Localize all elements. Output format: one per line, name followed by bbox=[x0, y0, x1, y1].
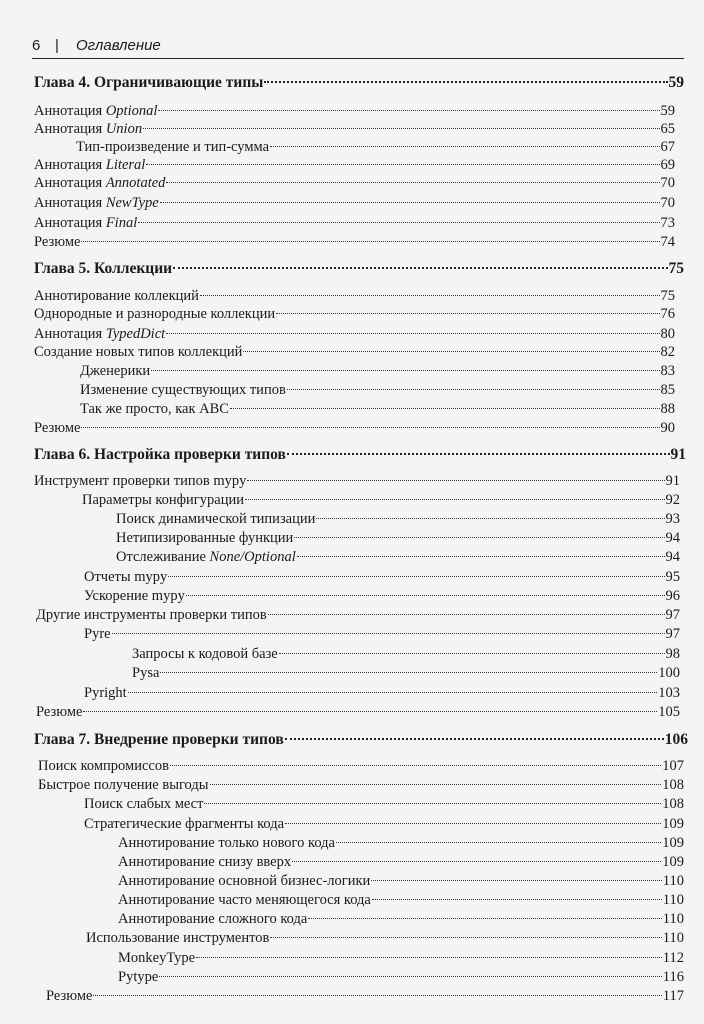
dot-leader bbox=[210, 784, 662, 785]
entry-title bbox=[34, 174, 165, 192]
page-ref: 110 bbox=[662, 930, 684, 946]
dot-leader bbox=[146, 164, 659, 165]
toc-entry bbox=[36, 606, 680, 624]
entry-title-text: Параметры конфигурации bbox=[82, 492, 244, 508]
entry-title-text: Pyright bbox=[84, 685, 127, 701]
dot-leader bbox=[83, 711, 657, 712]
running-title: Оглавление bbox=[76, 37, 161, 54]
entry-title bbox=[116, 548, 296, 566]
toc-entry bbox=[34, 419, 675, 437]
toc-entry bbox=[118, 891, 684, 909]
dot-leader bbox=[279, 653, 665, 654]
dot-leader bbox=[166, 182, 659, 183]
entry-title-text: Отчеты mypy bbox=[84, 569, 168, 585]
page-ref: 70 bbox=[660, 175, 675, 191]
page-ref: 109 bbox=[662, 816, 684, 832]
entry-title bbox=[34, 102, 157, 120]
chapter-title bbox=[34, 446, 286, 464]
entry-title bbox=[80, 381, 286, 399]
entry-title bbox=[118, 949, 195, 967]
entry-title bbox=[34, 419, 80, 437]
entry-title-text: Аннотация bbox=[34, 215, 106, 231]
entry-title-text: Запросы к кодовой базе bbox=[132, 646, 278, 662]
entry-title-italic: NewType bbox=[105, 195, 159, 211]
page-ref: 82 bbox=[660, 344, 675, 360]
toc-entry bbox=[80, 381, 675, 399]
dot-leader bbox=[247, 480, 664, 481]
page-ref: 59 bbox=[668, 74, 684, 91]
page-ref: 83 bbox=[660, 363, 675, 379]
entry-title bbox=[82, 491, 244, 509]
toc-entry bbox=[84, 568, 680, 586]
entry-title-text: Pytype bbox=[118, 969, 159, 985]
toc-entry bbox=[80, 400, 675, 418]
toc-entry bbox=[38, 757, 684, 775]
toc-entry bbox=[118, 834, 684, 852]
entry-title-text: Тип-произведение и тип-сумма bbox=[76, 139, 270, 155]
page-ref: 73 bbox=[660, 215, 675, 231]
dot-leader bbox=[297, 556, 665, 557]
dot-leader bbox=[268, 614, 665, 615]
entry-title-text: Резюме bbox=[36, 704, 83, 720]
page-ref: 85 bbox=[660, 382, 675, 398]
entry-title-italic: Union bbox=[105, 121, 143, 137]
dot-leader bbox=[230, 408, 660, 409]
dot-leader bbox=[287, 389, 660, 390]
chapter-title bbox=[34, 260, 172, 278]
entry-title bbox=[84, 568, 167, 586]
toc-entry bbox=[38, 776, 684, 794]
entry-title-text: MonkeyType bbox=[118, 950, 196, 966]
entry-title bbox=[36, 703, 82, 721]
entry-title-text: Глава 7. Внедрение проверки типов bbox=[34, 731, 284, 748]
entry-title-text: Ускорение mypy bbox=[84, 588, 185, 604]
entry-title-text: Аннотация bbox=[34, 175, 106, 191]
entry-title bbox=[118, 968, 158, 986]
chapter-heading bbox=[34, 74, 684, 92]
toc-entry bbox=[118, 949, 684, 967]
toc-entry bbox=[34, 233, 675, 251]
entry-title bbox=[34, 233, 80, 251]
toc-entry bbox=[34, 174, 675, 192]
dot-leader bbox=[186, 595, 665, 596]
dot-leader bbox=[93, 995, 661, 996]
dot-leader bbox=[81, 427, 659, 428]
entry-title-text: Дженерики bbox=[80, 363, 151, 379]
page-ref: 108 bbox=[662, 796, 684, 812]
toc-entry bbox=[34, 120, 675, 138]
dot-leader bbox=[243, 351, 659, 352]
page-ref: 116 bbox=[662, 969, 684, 985]
header-rule bbox=[32, 58, 684, 59]
page-ref: 59 bbox=[660, 103, 675, 119]
dot-leader bbox=[196, 957, 662, 958]
dot-leader bbox=[128, 692, 658, 693]
entry-title bbox=[80, 400, 229, 418]
page-ref: 97 bbox=[665, 626, 680, 642]
dot-leader bbox=[245, 499, 665, 500]
dot-leader bbox=[151, 370, 659, 371]
entry-title bbox=[36, 606, 267, 624]
entry-title-text: Резюме bbox=[34, 234, 81, 250]
dot-leader bbox=[143, 128, 659, 129]
entry-title-italic: None/Optional bbox=[209, 549, 296, 565]
toc-entry bbox=[118, 853, 684, 871]
dot-leader bbox=[204, 803, 661, 804]
page-number: 6 bbox=[32, 37, 41, 54]
toc-entry bbox=[118, 968, 684, 986]
dot-leader bbox=[170, 765, 661, 766]
page-ref: 67 bbox=[660, 139, 675, 155]
page-ref: 88 bbox=[660, 401, 675, 417]
entry-title-text: Аннотирование коллекций bbox=[34, 288, 199, 304]
entry-title bbox=[34, 472, 246, 490]
entry-title-text: Аннотирование сложного кода bbox=[118, 911, 308, 927]
page-ref: 98 bbox=[665, 646, 680, 662]
page-ref: 107 bbox=[662, 758, 684, 774]
page-ref: 94 bbox=[665, 530, 680, 546]
toc-entry bbox=[34, 156, 675, 174]
entry-title-text: Другие инструменты проверки типов bbox=[36, 607, 267, 623]
page-ref: 109 bbox=[662, 854, 684, 870]
entry-title bbox=[118, 853, 291, 871]
dot-leader bbox=[168, 576, 664, 577]
toc-entry bbox=[34, 194, 675, 212]
entry-title bbox=[84, 625, 111, 643]
page-ref: 93 bbox=[665, 511, 680, 527]
page-ref: 94 bbox=[665, 549, 680, 565]
toc-entry bbox=[46, 987, 684, 1005]
toc-entry bbox=[118, 910, 684, 928]
entry-title bbox=[34, 325, 165, 343]
entry-title-italic: Final bbox=[105, 215, 138, 231]
toc-entry bbox=[84, 625, 680, 643]
page-ref: 92 bbox=[665, 492, 680, 508]
entry-title-italic: Literal bbox=[105, 157, 146, 173]
entry-title bbox=[34, 305, 275, 323]
toc-entry bbox=[132, 645, 680, 663]
entry-title-text: Однородные и разнородные коллекции bbox=[34, 306, 276, 322]
entry-title-text: Так же просто, как ABC bbox=[80, 401, 229, 417]
entry-title-text: Глава 4. Ограничивающие типы bbox=[34, 74, 264, 91]
toc-entry bbox=[132, 664, 680, 682]
entry-title bbox=[84, 684, 127, 702]
page-ref: 103 bbox=[658, 685, 680, 701]
toc-entry bbox=[34, 214, 675, 232]
dot-leader bbox=[294, 537, 664, 538]
dot-leader bbox=[336, 842, 661, 843]
entry-title bbox=[34, 194, 159, 212]
entry-title-text: Аннотация bbox=[34, 326, 106, 342]
toc-entry bbox=[116, 510, 680, 528]
dot-leader bbox=[285, 823, 661, 824]
entry-title-text: Поиск слабых мест bbox=[84, 796, 204, 812]
dot-leader bbox=[371, 880, 661, 881]
entry-title-text: Поиск компромиссов bbox=[38, 758, 169, 774]
dot-leader bbox=[158, 110, 659, 111]
entry-title bbox=[34, 156, 145, 174]
chapter-heading bbox=[34, 446, 686, 464]
page-ref: 95 bbox=[665, 569, 680, 585]
entry-title-text: Резюме bbox=[46, 988, 93, 1004]
dot-leader bbox=[159, 976, 662, 977]
dot-leader bbox=[372, 899, 662, 900]
dot-leader bbox=[138, 222, 659, 223]
dot-leader bbox=[292, 861, 661, 862]
toc-entry bbox=[82, 491, 680, 509]
entry-title bbox=[84, 587, 185, 605]
entry-title bbox=[38, 776, 209, 794]
page-ref: 112 bbox=[662, 950, 684, 966]
entry-title bbox=[80, 362, 150, 380]
toc-entry bbox=[84, 795, 684, 813]
entry-title-text: Аннотирование основной бизнес-логики bbox=[118, 873, 371, 889]
page-ref: 80 bbox=[660, 326, 675, 342]
dot-leader bbox=[160, 672, 657, 673]
dot-leader bbox=[270, 937, 661, 938]
chapter-title bbox=[34, 731, 284, 749]
entry-title-text: Аннотация bbox=[34, 157, 106, 173]
entry-title-text: Использование инструментов bbox=[86, 930, 270, 946]
entry-title-text: Аннотация bbox=[34, 103, 106, 119]
page-ref: 76 bbox=[660, 306, 675, 322]
header-separator: | bbox=[55, 37, 59, 54]
toc-entry bbox=[34, 472, 680, 490]
entry-title bbox=[38, 757, 169, 775]
entry-title-italic: TypedDict bbox=[105, 326, 166, 342]
entry-title bbox=[116, 529, 293, 547]
page-ref: 106 bbox=[664, 731, 688, 748]
toc-entry bbox=[84, 684, 680, 702]
entry-title bbox=[76, 138, 269, 156]
toc-entry bbox=[116, 548, 680, 566]
entry-title-text: Отслеживание bbox=[116, 549, 210, 565]
entry-title bbox=[84, 815, 284, 833]
toc-entry bbox=[84, 587, 680, 605]
dot-leader bbox=[308, 918, 661, 919]
entry-title-text: Резюме bbox=[34, 420, 81, 436]
entry-title-text: Создание новых типов коллекций bbox=[34, 344, 243, 360]
dot-leader bbox=[276, 313, 659, 314]
entry-title bbox=[132, 664, 159, 682]
toc-entry bbox=[34, 287, 675, 305]
entry-title-text: Инструмент проверки типов mypy bbox=[34, 473, 247, 489]
entry-title-italic: Annotated bbox=[105, 175, 166, 191]
entry-title-text: Аннотирование только нового кода bbox=[118, 835, 335, 851]
dot-leader bbox=[200, 295, 660, 296]
page-ref: 97 bbox=[665, 607, 680, 623]
page-ref: 100 bbox=[658, 665, 680, 681]
entry-title bbox=[34, 343, 242, 361]
page-ref: 109 bbox=[662, 835, 684, 851]
toc-entry bbox=[34, 325, 675, 343]
page-ref: 65 bbox=[660, 121, 675, 137]
dot-leader bbox=[160, 202, 660, 203]
toc-entry bbox=[86, 929, 684, 947]
page-ref: 110 bbox=[662, 892, 684, 908]
dot-leader bbox=[112, 633, 665, 634]
page-ref: 96 bbox=[665, 588, 680, 604]
page-ref: 110 bbox=[662, 873, 684, 889]
toc-entry bbox=[116, 529, 680, 547]
entry-title-text: Аннотация bbox=[34, 121, 106, 137]
page-ref: 117 bbox=[662, 988, 684, 1004]
entry-title-text: Изменение существующих типов bbox=[80, 382, 286, 398]
entry-title bbox=[34, 214, 137, 232]
entry-title bbox=[34, 120, 142, 138]
entry-title-text: Аннотация bbox=[34, 195, 106, 211]
dot-leader bbox=[316, 518, 664, 519]
chapter-heading bbox=[34, 731, 688, 749]
toc-entry bbox=[118, 872, 684, 890]
entry-title-text: Аннотирование часто меняющегося кода bbox=[118, 892, 371, 908]
entry-title-text: Pyre bbox=[84, 626, 111, 642]
page-ref: 105 bbox=[658, 704, 680, 720]
entry-title bbox=[84, 795, 203, 813]
entry-title bbox=[118, 834, 335, 852]
entry-title bbox=[118, 891, 371, 909]
page-ref: 75 bbox=[668, 260, 684, 277]
entry-title bbox=[34, 287, 199, 305]
page-ref: 75 bbox=[660, 288, 675, 304]
entry-title-text: Нетипизированные функции bbox=[116, 530, 294, 546]
entry-title bbox=[86, 929, 269, 947]
dot-leader bbox=[287, 453, 670, 455]
toc-entry bbox=[34, 343, 675, 361]
entry-title-text: Глава 6. Настройка проверки типов bbox=[34, 446, 286, 463]
page-ref: 108 bbox=[662, 777, 684, 793]
entry-title-text: Стратегические фрагменты кода bbox=[84, 816, 285, 832]
page-ref: 74 bbox=[660, 234, 675, 250]
entry-title-italic: Optional bbox=[105, 103, 158, 119]
entry-title bbox=[118, 872, 370, 890]
page-ref: 90 bbox=[660, 420, 675, 436]
entry-title-text: Поиск динамической типизации bbox=[116, 511, 316, 527]
chapter-title bbox=[34, 74, 263, 92]
toc-entry bbox=[34, 305, 675, 323]
entry-title-text: Быстрое получение выгоды bbox=[38, 777, 209, 793]
toc-entry bbox=[76, 138, 675, 156]
entry-title bbox=[118, 910, 307, 928]
dot-leader bbox=[285, 738, 664, 740]
dot-leader bbox=[270, 146, 659, 147]
entry-title-text: Pysa bbox=[132, 665, 160, 681]
entry-title-text: Глава 5. Коллекции bbox=[34, 260, 173, 277]
page-ref: 91 bbox=[670, 446, 686, 463]
entry-title bbox=[46, 987, 92, 1005]
entry-title-text: Аннотирование снизу вверх bbox=[118, 854, 292, 870]
entry-title bbox=[116, 510, 315, 528]
toc-entry bbox=[84, 815, 684, 833]
page-ref: 69 bbox=[660, 157, 675, 173]
running-header bbox=[32, 36, 684, 58]
dot-leader bbox=[264, 81, 667, 83]
dot-leader bbox=[81, 241, 659, 242]
dot-leader bbox=[173, 267, 667, 269]
toc-entry bbox=[34, 102, 675, 120]
page-ref: 91 bbox=[665, 473, 680, 489]
dot-leader bbox=[166, 333, 659, 334]
chapter-heading bbox=[34, 260, 684, 278]
page-ref: 70 bbox=[660, 195, 675, 211]
toc-entry bbox=[36, 703, 680, 721]
entry-title bbox=[132, 645, 278, 663]
page-ref: 110 bbox=[662, 911, 684, 927]
toc-entry bbox=[80, 362, 675, 380]
